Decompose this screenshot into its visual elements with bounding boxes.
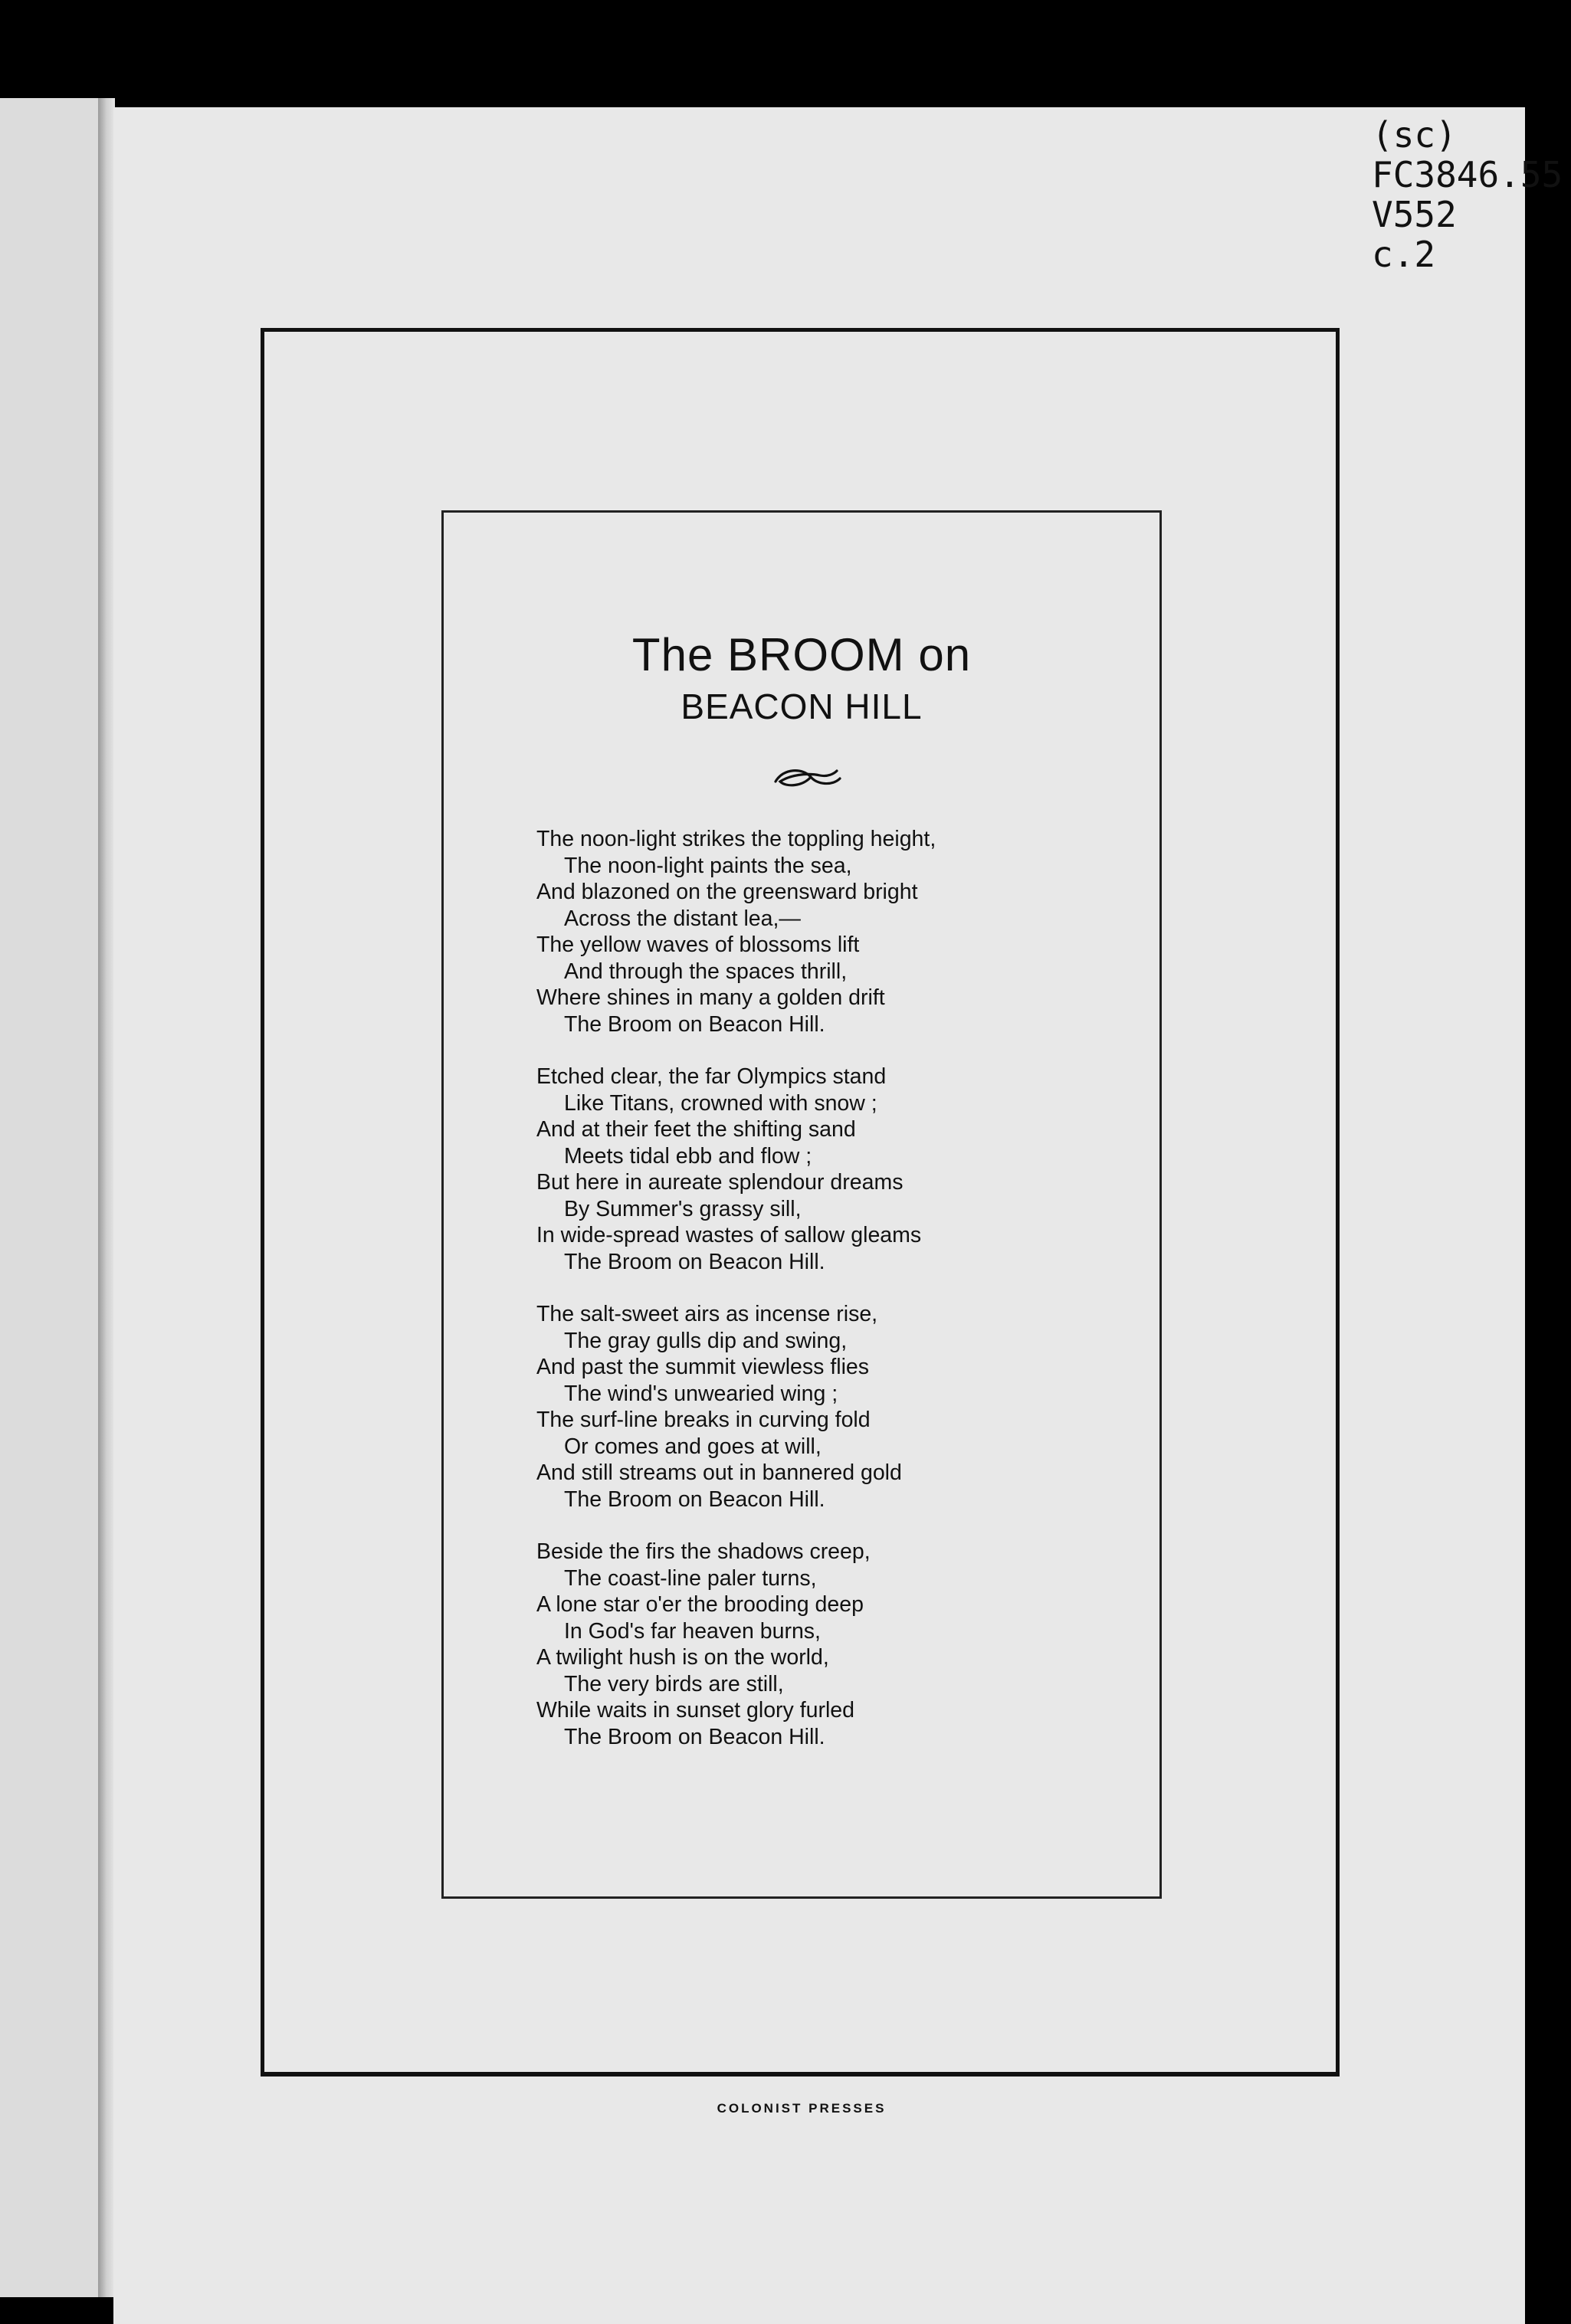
poem-line: And at their feet the shifting sand — [536, 1117, 856, 1142]
poem-line: The Broom on Beacon Hill. — [564, 1011, 825, 1037]
poem-line: The noon-light strikes the toppling height, — [536, 827, 936, 851]
poem-title-line-1: The BROOM on — [631, 629, 972, 680]
poem-line: Like Titans, crowned with snow ; — [564, 1090, 877, 1116]
poem-line: And blazoned on the greensward bright — [536, 880, 918, 904]
poem-line: Where shines in many a golden drift — [536, 985, 885, 1010]
poem-line: In wide-spread wastes of sallow gleams — [536, 1223, 922, 1247]
poem-line: And still streams out in bannered gold — [536, 1460, 902, 1485]
poem-line: Beside the firs the shadows creep, — [536, 1539, 871, 1564]
poem-line: The wind's unwearied wing ; — [564, 1381, 838, 1406]
stanza — [536, 1539, 1119, 1750]
call-number-line: c.2 — [1372, 234, 1436, 275]
poem-line: The gray gulls dip and swing, — [564, 1328, 848, 1353]
poem-line: The noon-light paints the sea, — [564, 853, 852, 878]
poem-line: While waits in sunset glory furled — [536, 1698, 855, 1723]
poem-line: And through the spaces thrill, — [564, 959, 848, 984]
poem-title-line-2: BEACON HILL — [681, 687, 923, 726]
poem-line: The Broom on Beacon Hill. — [564, 1249, 825, 1274]
poem-line: But here in aureate splendour dreams — [536, 1170, 904, 1195]
call-number-line: FC3846.55 — [1372, 154, 1563, 195]
book-gutter — [98, 98, 115, 2297]
call-number-line: V552 — [1372, 194, 1457, 235]
poem-line: Meets tidal ebb and flow ; — [564, 1143, 812, 1169]
poem-line: A lone star o'er the brooding deep — [536, 1592, 864, 1617]
call-number — [1372, 115, 1563, 274]
poem-line: In God's far heaven burns, — [564, 1618, 821, 1644]
poem-line: The surf-line breaks in curving fold — [536, 1408, 871, 1432]
call-number-line: (sc) — [1372, 114, 1457, 156]
stanza — [536, 1301, 1119, 1513]
poem-line: Etched clear, the far Olympics stand — [536, 1064, 887, 1089]
poem-body — [536, 826, 1119, 1776]
printer-imprint: COLONIST PRESSES — [717, 2101, 887, 2116]
poem-line: Or comes and goes at will, — [564, 1434, 822, 1459]
poem-line: The very birds are still, — [564, 1671, 784, 1696]
poem-line: A twilight hush is on the world, — [536, 1645, 829, 1670]
poem-line: The salt-sweet airs as incense rise, — [536, 1302, 878, 1326]
facing-page-edge — [0, 98, 98, 2297]
poem-line: The yellow waves of blossoms lift — [536, 933, 860, 957]
poem-line: The coast-line paler turns, — [564, 1565, 817, 1591]
poem-line: The Broom on Beacon Hill. — [564, 1724, 825, 1749]
poem-line: By Summer's grassy sill, — [564, 1196, 802, 1221]
poem-line: The Broom on Beacon Hill. — [564, 1487, 825, 1512]
scroll-flourish-icon — [772, 765, 843, 791]
stanza — [536, 1064, 1119, 1275]
stanza — [536, 826, 1119, 1037]
poem-line: And past the summit viewless flies — [536, 1355, 869, 1379]
poem-line: Across the distant lea,— — [564, 906, 801, 931]
